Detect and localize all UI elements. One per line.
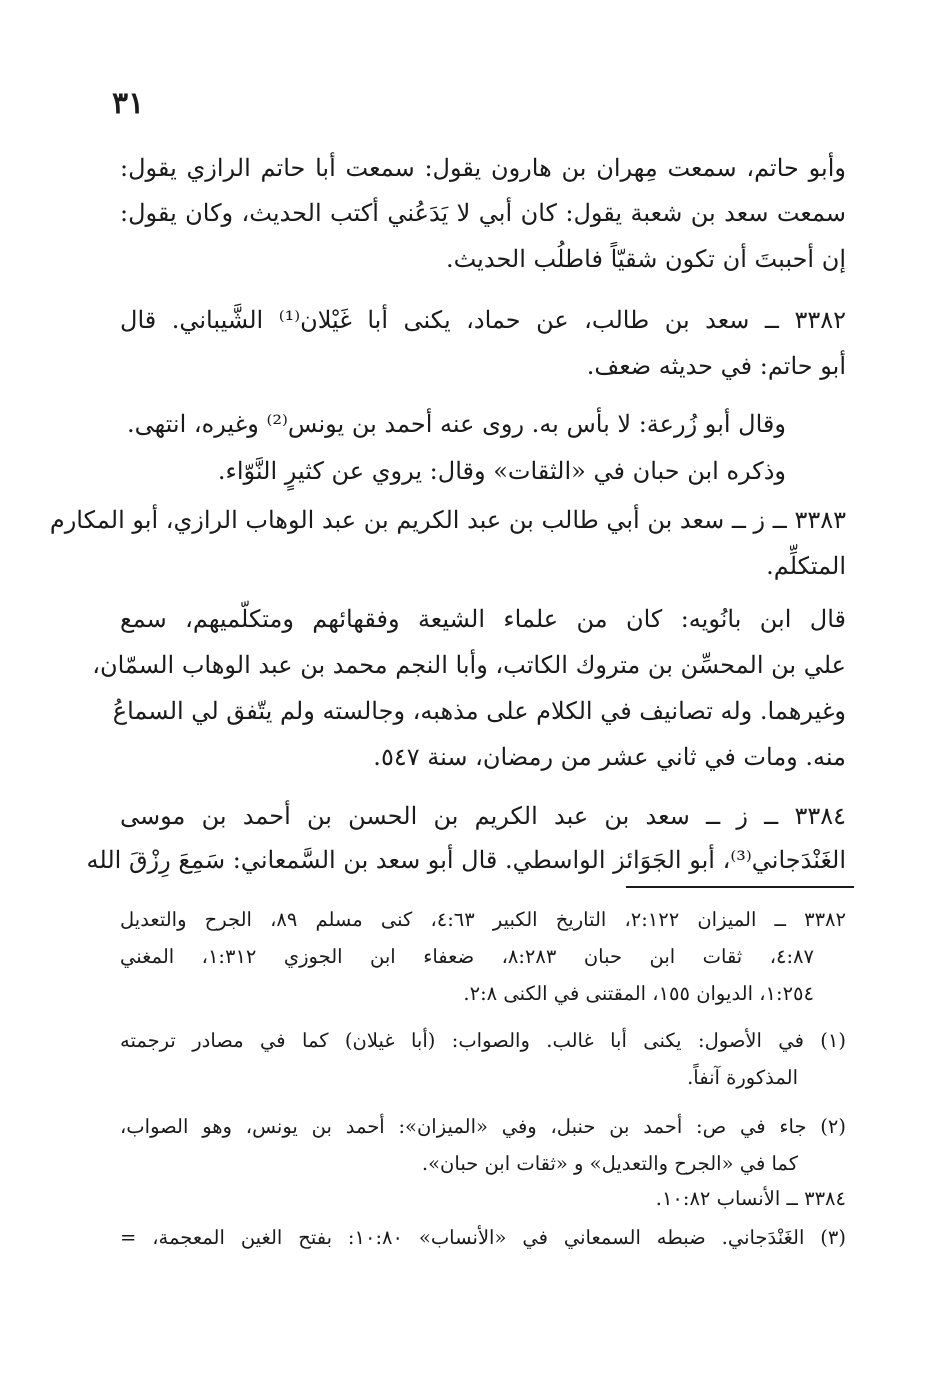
entry-3384-heading: ٣٣٨٤ ــ ز ــ سعد بن عبد الكريم بن الحسن بن أحمد بن موسى	[120, 802, 846, 830]
body-line: سمعت سعد بن شعبة يقول: كان أبي لا يَدَعُني أكتب الحديث، وكان يقول:	[120, 199, 846, 227]
footnote-line: ٣٣٨٤ ــ الأنساب ١٠:٨٢.	[655, 1187, 846, 1210]
body-line: وذكره ابن حبان في «الثقات» وقال: يروي عن كثيرٍ النَّوّاء.	[217, 457, 786, 485]
page-number: ٣١	[112, 86, 145, 121]
body-line: المتكلِّم.	[766, 552, 846, 580]
body-line: علي بن المحسِّن بن متروك الكاتب، وأبا النجم محمد بن عبد الوهاب السمّان،	[92, 651, 846, 679]
body-line: إن أحببتَ أن تكون شقيّاً فاطلُب الحديث.	[445, 245, 846, 273]
body-line: أبو حاتم: في حديثه ضعف.	[586, 352, 846, 380]
body-line: وقال أبو زُرعة: لا بأس به. روى عنه أحمد بن يونس⁽²⁾ وغيره، انتهى.	[126, 410, 786, 438]
body-line: قال ابن بانُويه: كان من علماء الشيعة وفقهائهم ومتكلّميهم، سمع	[120, 605, 846, 633]
footnote-line: (٣) الغَنْدَجاني. ضبطه السمعاني في «الأنساب» ١٠:٨٠: بفتح الغين المعجمة، =	[120, 1226, 846, 1249]
footnote-line: ٤:٨٧، ثقات ابن حبان ٨:٢٨٣، ضعفاء ابن الجوزي ١:٣١٢، المغني	[120, 945, 814, 968]
footnote-line: ٣٣٨٢ ــ الميزان ٢:١٢٢، التاريخ الكبير ٤:٦٣، كنى مسلم ٨٩، الجرح والتعديل	[120, 908, 846, 931]
footnote-line: كما في «الجرح والتعديل» و «ثقات ابن حبان».	[421, 1152, 798, 1175]
body-line: منه. ومات في ثاني عشر من رمضان، سنة ٥٤٧.	[373, 743, 846, 771]
body-line: وغيرهما. وله تصانيف في الكلام على مذهبه، وجالسته ولم يتّفق لي السماعُ	[112, 697, 846, 725]
entry-3383-heading: ٣٣٨٣ ــ ز ــ سعد بن أبي طالب بن عبد الكريم بن عبد الوهاب الرازي، أبو المكارم	[49, 506, 846, 534]
body-line: وأبو حاتم، سمعت مِهران بن هارون يقول: سمعت أبا حاتم الرازي يقول:	[120, 154, 846, 182]
body-line: الغَنْدَجاني⁽³⁾، أبو الجَوَائز الواسطي. قال أبو سعد بن السَّمعاني: سَمِعَ رِزْقَ الله	[86, 846, 846, 874]
entry-3382-heading: ٣٣٨٢ ــ سعد بن طالب، عن حماد، يكنى أبا غَيْلان⁽¹⁾ الشَّيباني. قال	[120, 306, 847, 334]
footnote-line: (١) في الأصول: يكنى أبا غالب. والصواب: (أبا غيلان) كما في مصادر ترجمته	[120, 1029, 846, 1052]
footnote-line: ١:٢٥٤، الديوان ١٥٥، المقتنى في الكنى ٢:٨.	[463, 982, 814, 1005]
footnote-line: (٢) جاء في ص: أحمد بن حنبل، وفي «الميزان»: أحمد بن يونس، وهو الصواب،	[120, 1115, 846, 1138]
footnote-line: المذكورة آنفاً.	[687, 1066, 798, 1089]
footnote-separator	[626, 886, 854, 888]
